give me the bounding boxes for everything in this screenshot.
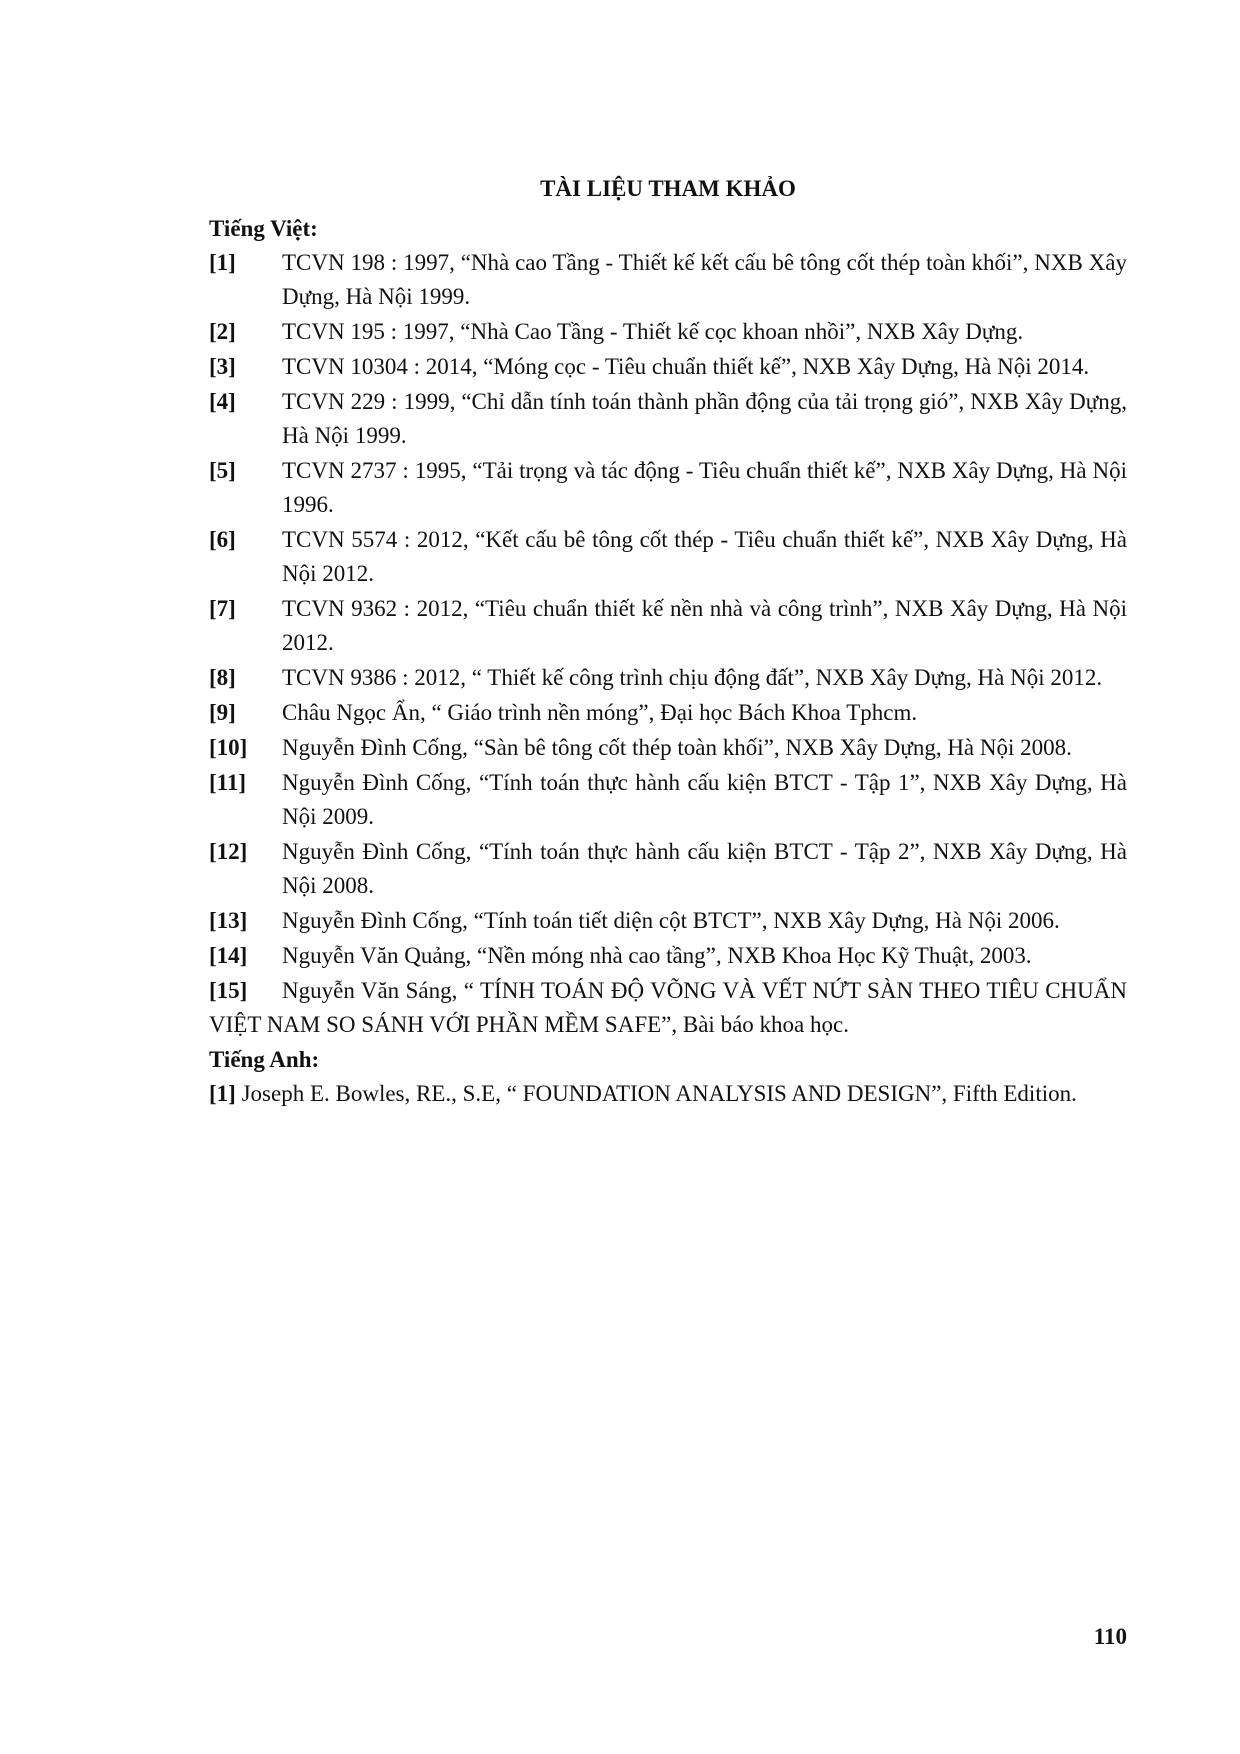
reference-item bbox=[209, 523, 1127, 591]
reference-number: [1] bbox=[209, 1081, 236, 1106]
reference-item bbox=[209, 350, 1127, 384]
reference-text: Joseph E. Bowles, RE., S.E, “ FOUNDATION ANALYSIS AND DESIGN”, Fifth Edition. bbox=[241, 1081, 1077, 1106]
reference-item bbox=[209, 696, 1127, 730]
reference-number: [14] bbox=[209, 943, 248, 968]
reference-number: [10] bbox=[209, 735, 248, 760]
page-number: 110 bbox=[1093, 1624, 1127, 1649]
reference-number: [11] bbox=[209, 770, 247, 795]
reference-item bbox=[209, 661, 1127, 695]
reference-text: Châu Ngọc Ẩn, “ Giáo trình nền móng”, Đại học Bách Khoa Tphcm. bbox=[282, 700, 918, 725]
reference-text: Nguyễn Đình Cống, “Tính toán tiết diện cột BTCT”, NXB Xây Dựng, Hà Nội 2006. bbox=[282, 908, 1060, 933]
references-content bbox=[209, 172, 1127, 1111]
reference-number: [5] bbox=[209, 458, 236, 483]
reference-number: [7] bbox=[209, 596, 236, 621]
reference-number: [2] bbox=[209, 319, 236, 344]
reference-number: [9] bbox=[209, 700, 236, 725]
reference-text: TCVN 5574 : 2012, “Kết cấu bê tông cốt thép - Tiêu chuẩn thiết kế”, NXB Xây Dựng, Hà Nội 2012. bbox=[282, 527, 1127, 586]
vietnamese-reference-list bbox=[209, 246, 1127, 1042]
reference-item-flowing bbox=[209, 974, 1127, 1042]
reference-text: Nguyễn Đình Cống, “Tính toán thực hành cấu kiện BTCT - Tập 2”, NXB Xây Dựng, Hà Nội 2008. bbox=[282, 839, 1127, 898]
reference-item bbox=[209, 315, 1127, 349]
reference-item bbox=[209, 454, 1127, 522]
page-title: TÀI LIỆU THAM KHẢO bbox=[540, 176, 796, 201]
reference-item bbox=[209, 246, 1127, 314]
reference-item bbox=[209, 766, 1127, 834]
reference-item bbox=[209, 835, 1127, 903]
reference-number: [3] bbox=[209, 354, 236, 379]
reference-text: Nguyễn Văn Quảng, “Nền móng nhà cao tầng”, NXB Khoa Học Kỹ Thuật, 2003. bbox=[282, 943, 1032, 968]
reference-number: [15] bbox=[209, 978, 248, 1003]
reference-text: TCVN 198 : 1997, “Nhà cao Tầng - Thiết kế kết cấu bê tông cốt thép toàn khối”, NXB Xây Dựng, Hà Nội 1999. bbox=[282, 250, 1127, 309]
reference-number: [13] bbox=[209, 908, 248, 933]
reference-text: Nguyễn Đình Cống, “Tính toán thực hành cấu kiện BTCT - Tập 1”, NXB Xây Dựng, Hà Nội 2009. bbox=[282, 770, 1127, 829]
reference-number: [8] bbox=[209, 665, 236, 690]
reference-item bbox=[209, 904, 1127, 938]
vietnamese-section-heading: Tiếng Việt: bbox=[209, 216, 318, 241]
reference-text: TCVN 229 : 1999, “Chỉ dẫn tính toán thành phần động của tải trọng gió”, NXB Xây Dựng, Hà Nội 1999. bbox=[282, 389, 1127, 448]
reference-text: Nguyễn Đình Cống, “Sàn bê tông cốt thép toàn khối”, NXB Xây Dựng, Hà Nội 2008. bbox=[282, 735, 1072, 760]
english-section-heading: Tiếng Anh: bbox=[209, 1047, 320, 1072]
reference-number: [6] bbox=[209, 527, 236, 552]
reference-item bbox=[209, 731, 1127, 765]
reference-item bbox=[209, 939, 1127, 973]
reference-number: [4] bbox=[209, 389, 236, 414]
english-reference-item bbox=[209, 1077, 1127, 1111]
reference-text: TCVN 2737 : 1995, “Tải trọng và tác động - Tiêu chuẩn thiết kế”, NXB Xây Dựng, Hà Nội 1996. bbox=[282, 458, 1127, 517]
reference-item bbox=[209, 385, 1127, 453]
reference-number: [12] bbox=[209, 839, 248, 864]
reference-text: TCVN 9386 : 2012, “ Thiết kế công trình chịu động đất”, NXB Xây Dựng, Hà Nội 2012. bbox=[282, 665, 1103, 690]
reference-text: TCVN 10304 : 2014, “Móng cọc - Tiêu chuẩn thiết kế”, NXB Xây Dựng, Hà Nội 2014. bbox=[282, 354, 1090, 379]
reference-text: Nguyễn Văn Sáng, “ TÍNH TOÁN ĐỘ VÕNG VÀ VẾT NỨT SÀN THEO TIÊU CHUẨN VIỆT NAM SO SÁNH VỚI PHẦN MỀM SAFE”, Bài báo khoa học. bbox=[209, 978, 1127, 1037]
reference-item bbox=[209, 592, 1127, 660]
reference-text: TCVN 195 : 1997, “Nhà Cao Tầng - Thiết kế cọc khoan nhồi”, NXB Xây Dựng. bbox=[282, 319, 1024, 344]
reference-number: [1] bbox=[209, 250, 236, 275]
reference-text: TCVN 9362 : 2012, “Tiêu chuẩn thiết kế nền nhà và công trình”, NXB Xây Dựng, Hà Nội 2012. bbox=[282, 596, 1127, 655]
